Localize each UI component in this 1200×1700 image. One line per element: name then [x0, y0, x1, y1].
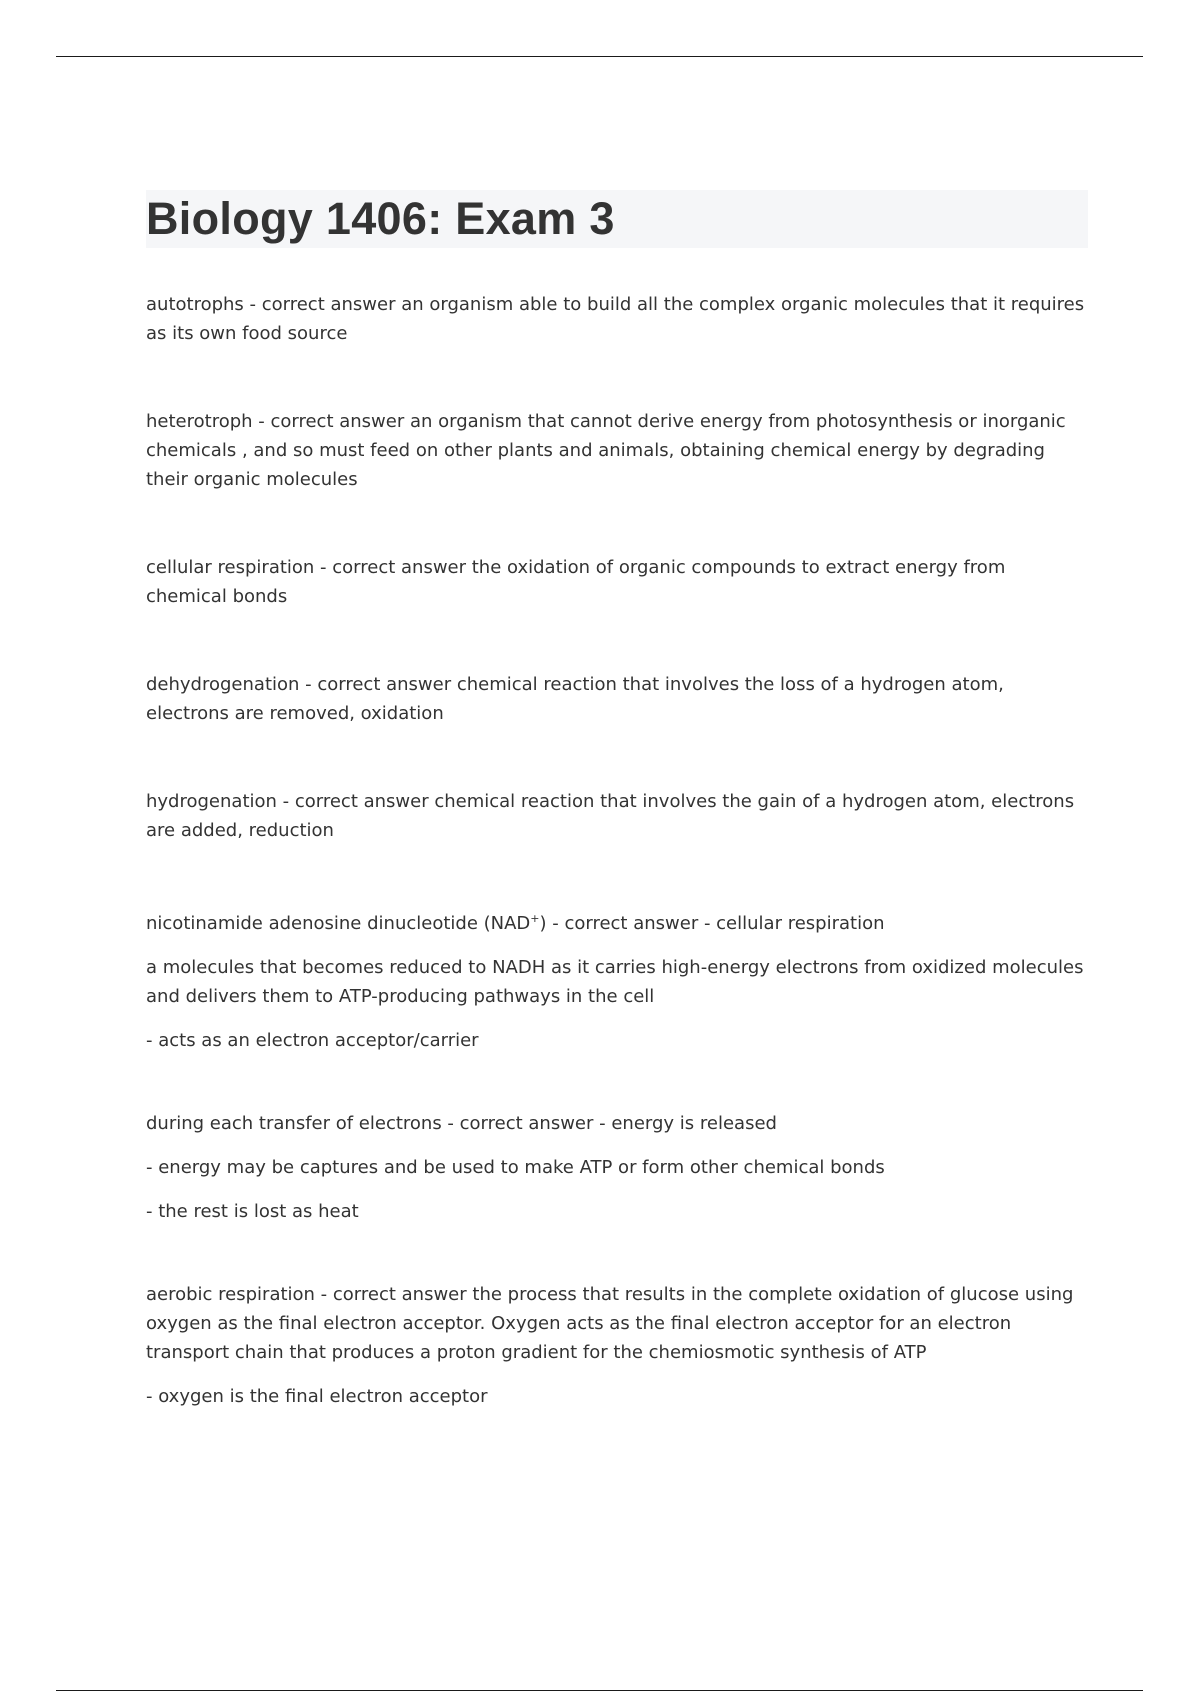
entry-text: hydrogenation - correct answer chemical reaction that involves the gain of a hydrogen atom, electrons are added, reduction [146, 791, 1075, 841]
entry-aerobic-respiration [146, 1280, 1088, 1411]
entry-text: cellular respiration - correct answer the oxidation of organic compounds to extract energy from chemical bonds [146, 557, 1006, 607]
bottom-divider [56, 1690, 1143, 1691]
entry-heading [146, 904, 1088, 938]
entry-heading-prefix: nicotinamide adenosine dinucleotide (NAD [146, 913, 531, 934]
entry-autotrophs [146, 290, 1088, 348]
entry-heading-suffix: ) - correct answer - cellular respiration [539, 913, 885, 934]
entry-bullet: - the rest is lost as heat [146, 1201, 359, 1222]
superscript-plus: + [530, 912, 540, 925]
entry-cellular-respiration [146, 553, 1088, 611]
entry-text: a molecules that becomes reduced to NADH as it carries high-energy electrons from oxidized molecules and delivers them to ATP-producing pathways in the cell [146, 957, 1084, 1007]
entry-dehydrogenation [146, 670, 1088, 728]
entry-hydrogenation [146, 787, 1088, 845]
top-divider [56, 56, 1143, 57]
entry-bullet: - oxygen is the final electron acceptor [146, 1386, 488, 1407]
entry-text: during each transfer of electrons - correct answer - energy is released [146, 1113, 777, 1134]
title-banner [146, 190, 1088, 248]
entry-text: autotrophs - correct answer an organism able to build all the complex organic molecules that it requires as its own food source [146, 294, 1085, 344]
entry-electron-transfer [146, 1109, 1088, 1226]
entry-text: dehydrogenation - correct answer chemical reaction that involves the loss of a hydrogen atom, electrons are removed, oxidation [146, 674, 1004, 724]
entry-bullet: - acts as an electron acceptor/carrier [146, 1030, 479, 1051]
entry-heterotroph [146, 407, 1088, 494]
entry-bullet: - energy may be captures and be used to make ATP or form other chemical bonds [146, 1157, 885, 1178]
entry-text: heterotroph - correct answer an organism that cannot derive energy from photosynthesis or inorganic chemicals , and so must feed on other plants and animals, obtaining chemical energy by degrading their organic molecules [146, 411, 1066, 490]
document-title: Biology 1406: Exam 3 [146, 193, 615, 244]
entry-nad [146, 904, 1088, 1055]
document-body [146, 190, 1088, 1411]
entry-text: aerobic respiration - correct answer the process that results in the complete oxidation of glucose using oxygen as the final electron acceptor. Oxygen acts as the final electron acceptor for an electron transport chain that produces a proton gradient for the chemiosmotic synthesis of ATP [146, 1284, 1074, 1363]
